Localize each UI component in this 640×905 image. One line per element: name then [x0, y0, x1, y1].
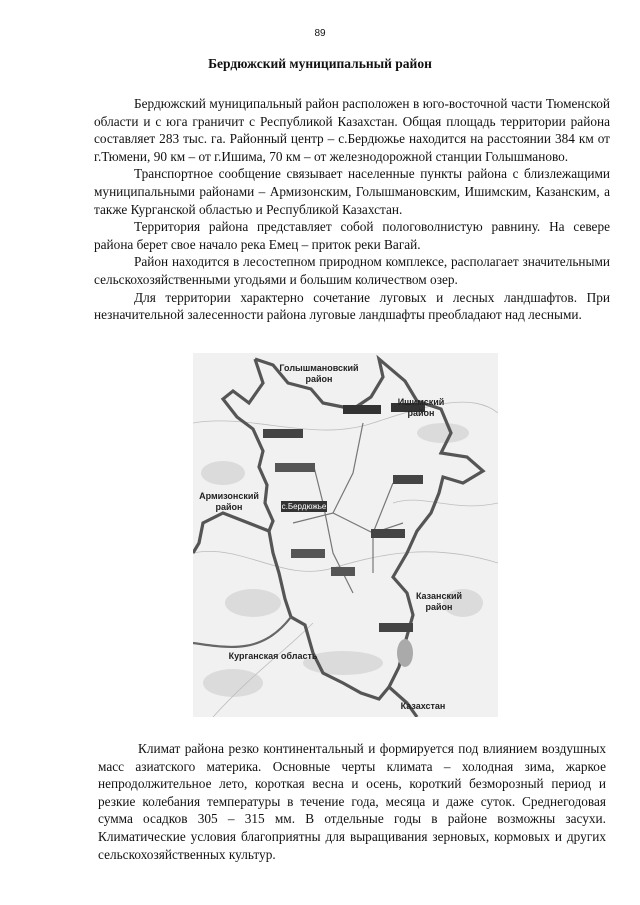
neighbor-armizonsky-label: Армизонский: [199, 491, 259, 501]
neighbor-golyshmanovsky-label: район: [305, 374, 333, 384]
neighbor-golyshmanovsky-label: Голышмановский: [279, 363, 359, 373]
paragraph: Для территории характерно сочетание луговых и лесных ландшафтов. При незначительной залесенности района луговые ландшафты преобладают над лесными.: [94, 289, 610, 323]
neighbor-kurgan-label: Курганская область: [228, 651, 318, 661]
district-map: [193, 353, 498, 717]
page-title: Бердюжский муниципальный район: [208, 56, 432, 71]
neighbor-kazansky-label: район: [425, 602, 453, 612]
neighbor-ishimsky-label: район: [407, 408, 435, 418]
district-center-label: с.Бердюжье: [281, 502, 327, 511]
paragraph: Территория района представляет собой пологоволнистую равнину. На севере района берет свое начало река Емец – приток реки Вагай.: [94, 219, 610, 252]
neighbor-ishimsky-label: Ишимский: [397, 397, 445, 407]
paragraph: Район находится в лесостепном природном комплексе, располагает значительными сельскохозяйственными угодьями и большим количеством озер.: [94, 254, 610, 287]
neighbor-armizonsky-label: район: [215, 502, 243, 512]
neighbor-kazansky-label: Казанский: [415, 591, 463, 601]
paragraph: Климат района резко континентальный и формируется под влиянием воздушных масс азиатского материка. Основные черты климата – холодная зима, жаркое непродолжительное лето, короткая весна и осень, короткий безморозный период и резкие колебания температуры в течение года, месяца и даже суток. Среднегодовая сумма осадков 305 – 315 мм. В отдельные годы в районе возможны засухи. Климатические условия благоприятны для выращивания зерновых, кормовых и других сельскохозяйственных культур.: [98, 741, 606, 862]
paragraph: Транспортное сообщение связывает населенные пункты района с близлежащими муниципальными районами – Армизонским, Голышмановским, Ишимским, Казанским, а также Курганской областью и Республикой Казахстан.: [94, 166, 610, 217]
climate-text: [98, 740, 606, 863]
paragraph: Бердюжский муниципальный район расположен в юго-восточной части Тюменской области и с юга граничит с Республикой Казахстан. Общая площадь территории района составляет 283 тыс. га. Районный центр – с.Бердюжье находится на расстоянии 384 км от г.Тюмени, 90 км – от г.Ишима, 70 км – от железнодорожной станции Голышманово.: [94, 96, 610, 164]
intro-text: [94, 95, 610, 324]
page-number: 89: [314, 28, 326, 39]
neighbor-kazakhstan-label: Казахстан: [400, 701, 446, 711]
